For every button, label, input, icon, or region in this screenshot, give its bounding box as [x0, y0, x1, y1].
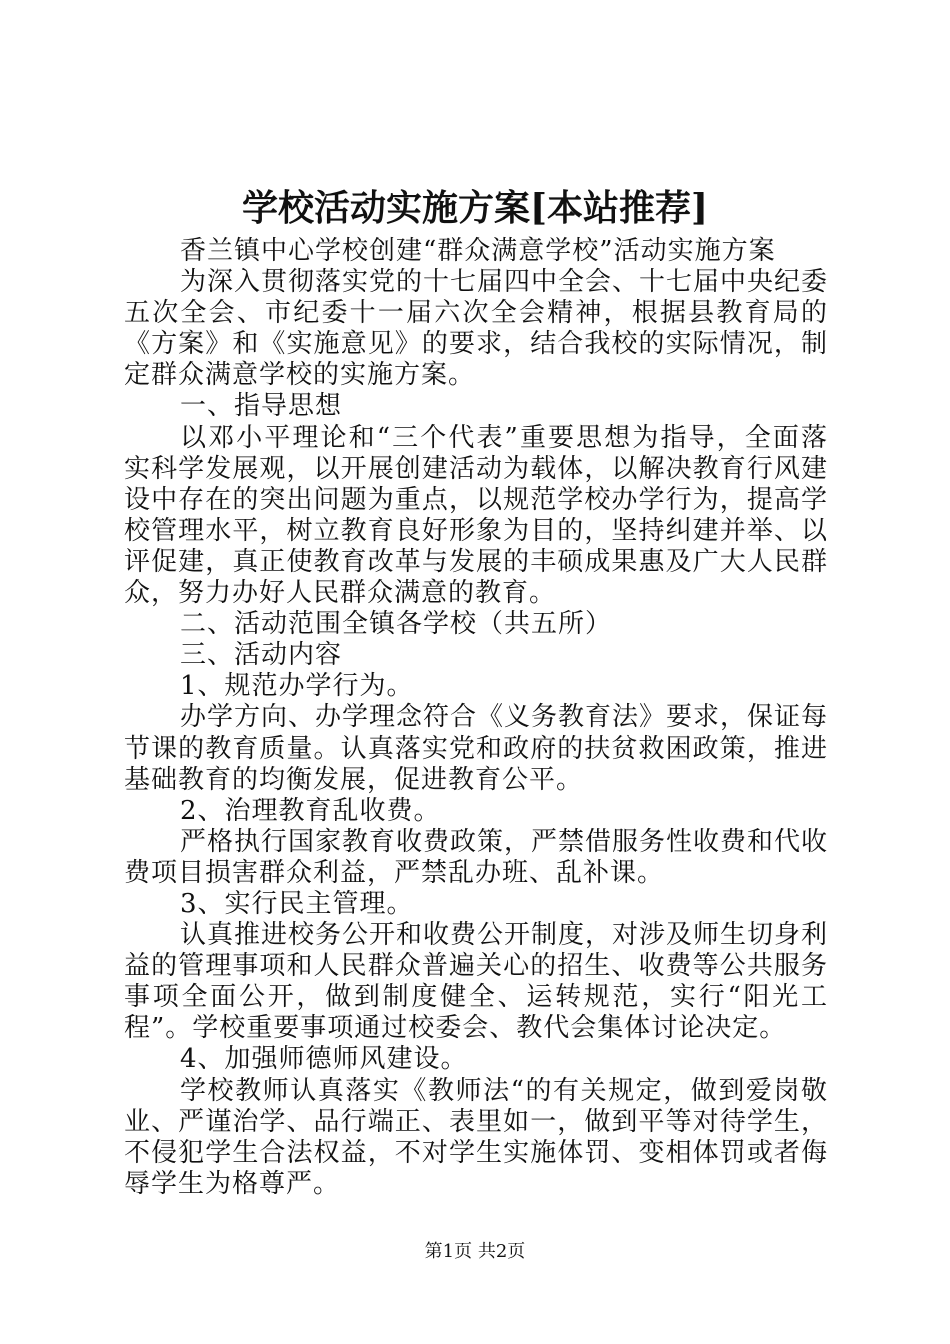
paragraph-subtitle: 香兰镇中心学校创建“群众满意学校”活动实施方案	[180, 236, 776, 266]
item-heading-2: 2、治理教育乱收费。	[180, 795, 441, 826]
item-body-1: 办学方向、办学理念符合《义务教育法》要求，保证每节课的教育质量。认真落实党和政府的扶贫救困政策，推进基础教育的均衡发展，促进教育公平。	[124, 702, 829, 795]
page-number-footer: 第1页 共2页	[424, 1241, 526, 1262]
section-heading-guiding-ideology: 一、指导思想	[180, 391, 343, 422]
item-body-4: 学校教师认真落实《教师法“的有关规定，做到爱岗敬业、严谨治学、品行端正、表里如一，做到平等对待学生，不侵犯学生合法权益，不对学生实施体罚、变相体罚或者侮辱学生为格尊严。	[124, 1075, 828, 1199]
paragraph-intro: 为深入贯彻落实党的十七届四中全会、十七届中央纪委五次全会、市纪委十一届六次全会精神，根据县教育局的《方案》和《实施意见》的要求，结合我校的实际情况，制定群众满意学校的实施方案。	[124, 267, 829, 391]
section-heading-scope: 二、活动范围全镇各学校（共五所）	[180, 609, 613, 640]
item-heading-4: 4、加强师德师风建设。	[180, 1044, 468, 1075]
item-heading-1: 1、规范办学行为。	[180, 671, 414, 702]
item-body-3: 认真推进校务公开和收费公开制度，对涉及师生切身利益的管理事项和人民群众普遍关心的招生、收费等公共服务事项全面公开，做到制度健全、运转规范，实行“阳光工程”。学校重要事项通过校委会、教代会集体讨论决定。	[124, 920, 829, 1044]
item-heading-3: 3、实行民主管理。	[180, 888, 414, 919]
section-heading-content: 三、活动内容	[180, 640, 343, 671]
item-body-2: 严格执行国家教育收费政策，严禁借服务性收费和代收费项目损害群众利益，严禁乱办班、乱补课。	[124, 826, 829, 888]
document-body	[124, 236, 828, 1200]
document-title: 学校活动实施方案[本站推荐]	[241, 187, 709, 229]
paragraph-guiding-ideology: 以邓小平理论和“三个代表”重要思想为指导，全面落实科学发展观，以开展创建活动为载体，以解决教育行风建设中存在的突出问题为重点，以规范学校办学行为，提高学校管理水平，树立教育良好形象为目的，坚持纠建并举、以评促建，真正使教育改革与发展的丰硕成果惠及广大人民群众，努力办好人民群众满意的教育。	[124, 422, 828, 609]
